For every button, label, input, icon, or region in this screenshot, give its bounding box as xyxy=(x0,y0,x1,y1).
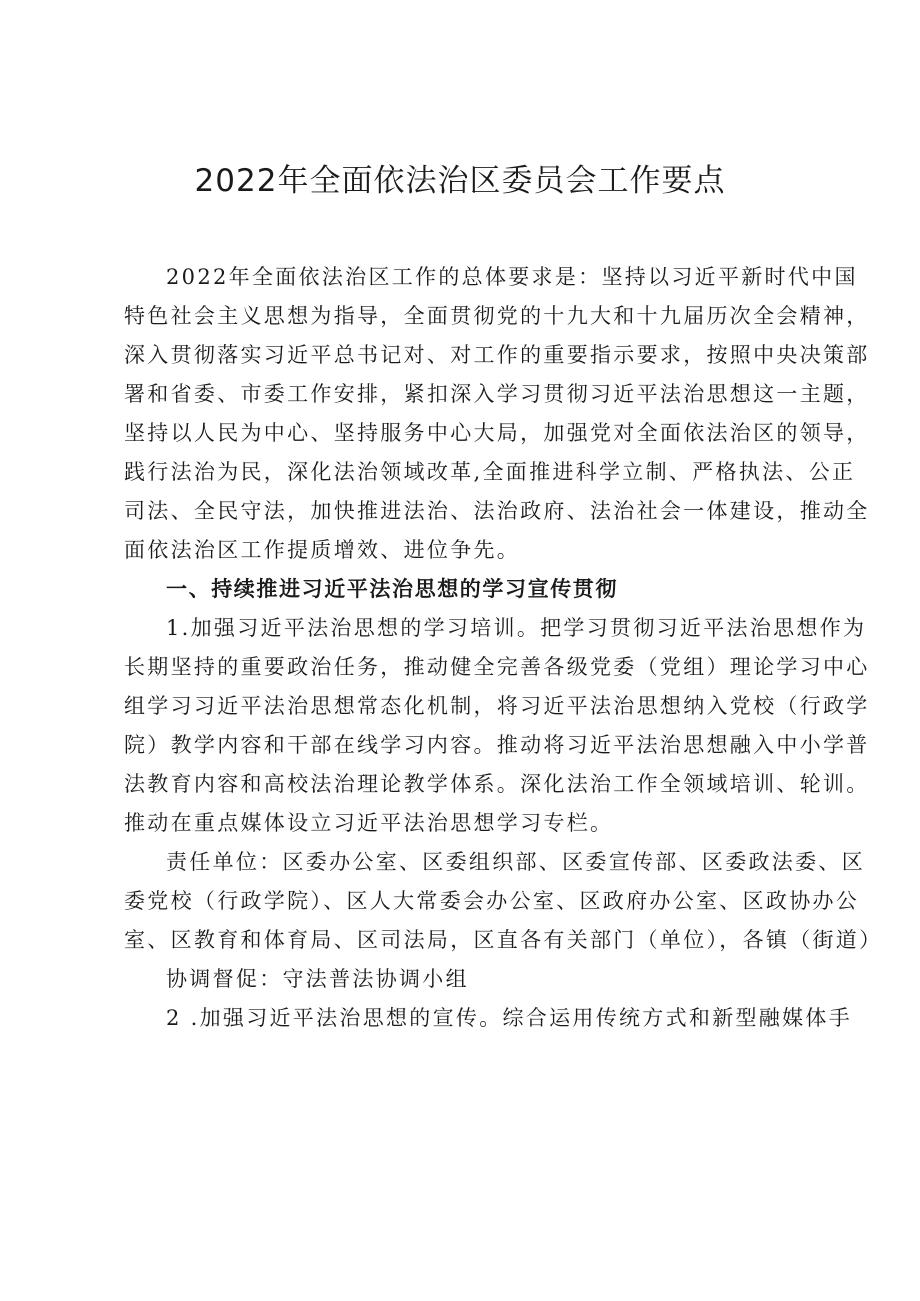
text-line: 法教育内容和高校法治理论教学体系。深化法治工作全领域培训、轮训。 xyxy=(124,772,870,796)
text-line: 协调督促：守法普法协调小组 xyxy=(166,967,469,991)
text-line: 推动在重点媒体设立习近平法治思想学习专栏。 xyxy=(124,811,614,835)
heading-line: 一、持续推进习近平法治思想的学习宣传贯彻 xyxy=(166,577,618,601)
document-title: 2022年全面依法治区委员会工作要点 xyxy=(194,163,726,199)
document-body xyxy=(124,258,883,1038)
paragraph-responsible-units xyxy=(124,843,883,960)
text-line: 委党校（行政学院）、区人大常委会办公室、区政府办公室、区政协办公 xyxy=(124,889,860,913)
text-line: 室、区教育和体育局、区司法局，区直各有关部门（单位），各镇（街道） xyxy=(124,928,883,952)
text-line: 深入贯彻落实习近平总书记对、对工作的重要指示要求，按照中央决策部 xyxy=(124,343,870,367)
text-line: 特色社会主义思想为指导，全面贯彻党的十九大和十九届历次全会精神， xyxy=(124,304,870,328)
section-heading-1 xyxy=(124,570,814,609)
text-line: 2022年全面依法治区工作的总体要求是：坚持以习近平新时代中国 xyxy=(166,265,858,289)
text-line: 1.加强习近平法治思想的学习培训。把学习贯彻习近平法治思想作为 xyxy=(166,616,867,640)
paragraph-coordination xyxy=(124,960,814,999)
text-line: 责任单位：区委办公室、区委组织部、区委宣传部、区委政法委、区 xyxy=(166,850,865,874)
paragraph-item-2 xyxy=(124,999,853,1038)
text-line: 组学习习近平法治思想常态化机制，将习近平法治思想纳入党校（行政学 xyxy=(124,694,870,718)
text-line: 长期坚持的重要政治任务，推动健全完善各级党委（党组）理论学习中心 xyxy=(124,655,870,679)
text-line: 院）教学内容和干部在线学习内容。推动将习近平法治思想融入中小学普 xyxy=(124,733,870,757)
text-line: 面依法治区工作提质增效、进位争先。 xyxy=(124,538,521,562)
text-line: 践行法治为民，深化法治领域改革,全面推进科学立制、严格执法、公正 xyxy=(124,460,856,484)
paragraph-item-1 xyxy=(124,609,870,843)
text-line: 2 .加强习近平法治思想的宣传。综合运用传统方式和新型融媒体手 xyxy=(166,1006,853,1030)
paragraph-general-requirements xyxy=(124,258,870,570)
text-line: 司法、全民守法，加快推进法治、法治政府、法治社会一体建设，推动全 xyxy=(124,499,870,523)
text-line: 坚持以人民为中心、坚持服务中心大局，加强党对全面依法治区的领导， xyxy=(124,421,870,445)
text-line: 署和省委、市委工作安排，紧扣深入学习贯彻习近平法治思想这一主题， xyxy=(124,382,870,406)
